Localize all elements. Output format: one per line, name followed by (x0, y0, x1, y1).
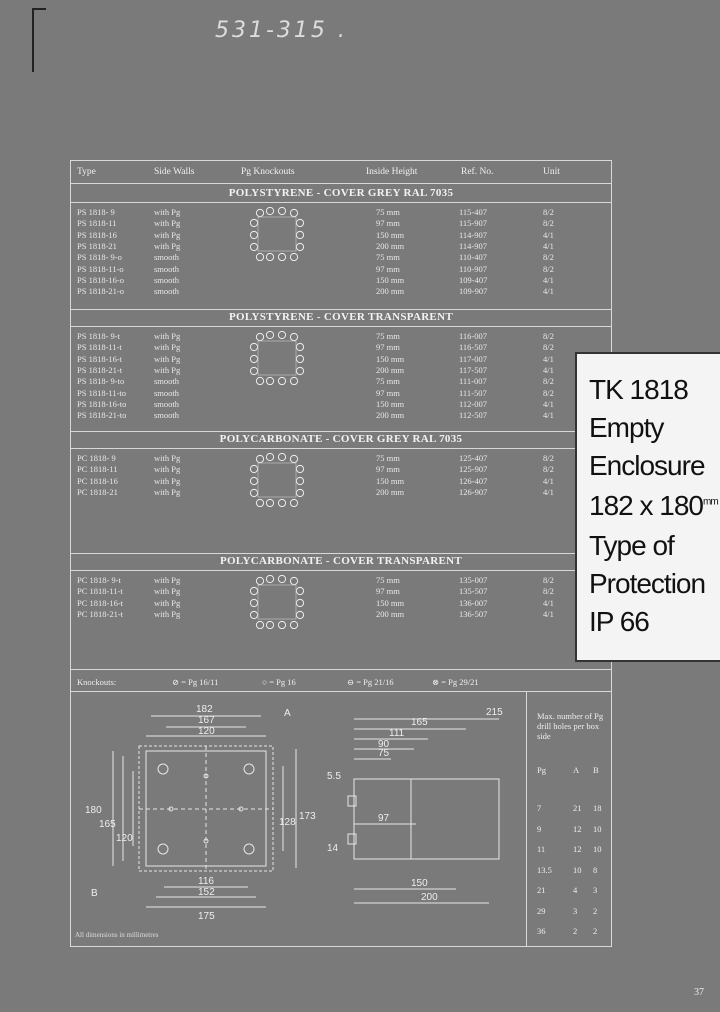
drill-row: 21 4 3 (537, 885, 598, 895)
drill-row: 11 12 10 (537, 844, 602, 854)
divider (71, 570, 611, 571)
cell-ref: 116-007 (459, 331, 488, 341)
cell-height: 75 mm (376, 331, 400, 341)
cell-walls: with Pg (154, 364, 181, 375)
cell-type: PS 1818-21-o (77, 286, 124, 297)
cell-type: PS 1818- 9 (77, 207, 115, 217)
dim-173: 173 (299, 811, 316, 822)
title-line-empty: Empty (589, 412, 664, 443)
table-row (71, 365, 611, 376)
cell-type: PS 1818-16 (77, 229, 117, 240)
product-sheet (70, 160, 612, 947)
enclosure-drawing (71, 691, 526, 946)
knockout-diagram (248, 575, 306, 629)
cell-type: PS 1818-16-to (77, 398, 127, 409)
cell-unit: 4/1 (543, 286, 554, 297)
cell-height: 75 mm (376, 453, 400, 463)
label-b: B (91, 888, 98, 899)
title-line-model: TK 1818 (589, 374, 688, 405)
cell-walls: with Pg (154, 586, 181, 597)
divider (71, 448, 611, 449)
table-row (71, 376, 611, 387)
title-line-protection: Protection (589, 568, 706, 599)
dimension-drawing (71, 691, 526, 946)
cell-ref: 136-507 (459, 608, 488, 619)
corner-mark (32, 8, 46, 72)
cell-height: 97 mm (376, 387, 400, 398)
header-inside-height: Inside Height (366, 167, 418, 177)
cell-height: 200 mm (376, 364, 405, 375)
cell-type: PC 1818-21 (77, 486, 118, 497)
section-title: POLYCARBONATE - COVER GREY RAL 7035 (219, 433, 463, 445)
cell-height: 97 mm (376, 263, 400, 274)
cell-walls: smooth (154, 410, 180, 421)
title-line-size: 182 x $180^{mm}$ (589, 490, 718, 521)
cell-ref: 112-007 (459, 398, 488, 409)
dim-175: 175 (198, 911, 215, 922)
cell-walls: smooth (154, 387, 180, 398)
cell-height: 200 mm (376, 240, 405, 251)
cell-height: 150 mm (376, 597, 405, 608)
dim-97: 97 (378, 813, 390, 824)
cell-walls: with Pg (154, 464, 181, 475)
cell-walls: smooth (154, 398, 180, 409)
divider (71, 553, 611, 554)
knockout-diagram (248, 453, 306, 507)
dim-75: 75 (378, 748, 390, 759)
cell-type: PC 1818-11-t (77, 586, 123, 597)
dim-180: 180 (85, 805, 102, 816)
cell-height: 150 mm (376, 475, 405, 486)
section-title: POLYCARBONATE - COVER TRANSPARENT (219, 555, 463, 567)
header-side-walls: Side Walls (154, 167, 195, 177)
cell-ref: 115-907 (459, 218, 488, 229)
legend-label: Knockouts: (77, 677, 117, 687)
cell-type: PS 1818-21 (77, 240, 117, 251)
cell-unit: 4/1 (543, 353, 554, 364)
side-view-outline (354, 779, 499, 859)
label-a: A (284, 708, 291, 719)
cell-walls: with Pg (154, 218, 181, 229)
dim-128: 128 (279, 817, 296, 828)
dim-120-v: 120 (116, 833, 133, 844)
cell-walls: smooth (154, 286, 180, 297)
divider (71, 309, 611, 310)
divider (71, 326, 611, 327)
table-row (71, 342, 611, 353)
drill-table-header: Pg A B (537, 765, 599, 775)
header-pg-knockouts: Pg Knockouts (241, 167, 295, 177)
dim-5-5: 5.5 (327, 771, 341, 782)
table-row (71, 354, 611, 365)
cell-ref: 109-407 (459, 274, 488, 285)
header-ref-no: Ref. No. (461, 167, 494, 177)
cell-walls: with Pg (154, 342, 181, 353)
legend-pg-29-21: ⊗ = Pg 29/21 (432, 677, 479, 687)
cell-ref: 135-007 (459, 575, 488, 585)
cell-height: 97 mm (376, 218, 400, 229)
cell-ref: 112-507 (459, 410, 488, 421)
cell-type: PC 1818- 9 (77, 453, 116, 463)
section-title: POLYSTYRENE - COVER GREY RAL 7035 (228, 187, 454, 199)
legend-pg-21-16: ⊖ = Pg 21/16 (347, 677, 394, 687)
cell-walls: smooth (154, 274, 180, 285)
cell-unit: 8/2 (543, 387, 554, 398)
drill-row: 29 3 2 (537, 905, 598, 916)
cell-unit: 8/2 (543, 342, 554, 353)
cell-walls: with Pg (154, 486, 181, 497)
divider (71, 669, 611, 670)
cell-walls: with Pg (154, 353, 181, 364)
cell-height: 200 mm (376, 410, 405, 421)
dim-200: 200 (421, 892, 438, 903)
cell-walls: with Pg (154, 575, 181, 585)
cell-ref: 125-407 (459, 453, 488, 463)
divider (71, 183, 611, 184)
cell-type: PC 1818-16-t (77, 597, 124, 608)
table-row (71, 399, 611, 410)
cell-height: 150 mm (376, 398, 405, 409)
cell-unit: 4/1 (543, 475, 554, 486)
legend-pg-16: ○ = Pg 16 (262, 677, 296, 687)
cell-ref: 114-907 (459, 240, 488, 251)
cell-ref: 109-907 (459, 286, 488, 297)
cell-ref: 110-907 (459, 263, 488, 274)
cell-unit: 4/1 (543, 410, 554, 421)
dim-182: 182 (196, 704, 213, 715)
table-row (71, 464, 611, 475)
table-row (71, 286, 611, 297)
handwritten-note: 531-315 . (215, 18, 348, 43)
cell-unit: 8/2 (543, 376, 554, 387)
cell-ref: 136-007 (459, 597, 488, 608)
dim-150: 150 (411, 878, 428, 889)
table-row (71, 609, 611, 620)
drill-row: 7 21 18 (537, 803, 602, 813)
cell-unit: 4/1 (543, 608, 554, 619)
cell-walls: with Pg (154, 597, 181, 608)
cell-type: PS 1818-16-o (77, 274, 124, 285)
cell-ref: 116-507 (459, 342, 488, 353)
cell-ref: 111-507 (459, 387, 487, 398)
cell-ref: 126-407 (459, 475, 488, 486)
cell-type: PS 1818-11-o (77, 263, 124, 274)
table-row (71, 586, 611, 597)
table-row (71, 230, 611, 241)
cell-height: 75 mm (376, 207, 400, 217)
table-row (71, 264, 611, 275)
cell-unit: 8/2 (543, 207, 554, 217)
cell-ref: 125-907 (459, 464, 488, 475)
cell-walls: with Pg (154, 207, 181, 217)
cell-unit: 8/2 (543, 263, 554, 274)
cell-height: 150 mm (376, 274, 405, 285)
cell-type: PS 1818-11-to (77, 387, 127, 398)
page-number: 37 (694, 987, 704, 998)
dim-167: 167 (198, 715, 215, 726)
knockout-diagram (248, 331, 306, 385)
cell-ref: 117-507 (459, 364, 488, 375)
drill-row: 36 2 2 (537, 926, 598, 936)
cell-unit: 4/1 (543, 274, 554, 285)
drill-table-title: Max. number of Pg drill holes per box side (537, 711, 604, 741)
cell-height: 97 mm (376, 342, 400, 353)
cell-unit: 4/1 (543, 240, 554, 251)
table-row (71, 575, 611, 586)
cell-unit: 4/1 (543, 597, 554, 608)
table-row (71, 241, 611, 252)
dim-152: 152 (198, 887, 215, 898)
divider (71, 431, 611, 432)
drill-row: 13.5 10 8 (537, 864, 598, 875)
cell-ref: 111-007 (459, 376, 487, 387)
cell-type: PS 1818- 9-t (77, 331, 120, 341)
cell-ref: 110-407 (459, 252, 488, 263)
cell-height: 150 mm (376, 229, 405, 240)
cell-walls: smooth (154, 376, 180, 387)
cell-type: PS 1818-21-to (77, 410, 127, 421)
title-line-ip66: IP 66 (589, 606, 649, 637)
table-row (71, 218, 611, 229)
cell-height: 75 mm (376, 376, 400, 387)
cell-height: 75 mm (376, 252, 400, 263)
table-row (71, 331, 611, 342)
drill-hole-table (526, 691, 612, 946)
cell-type: PS 1818-16-t (77, 353, 123, 364)
cell-unit: 8/2 (543, 252, 554, 263)
cell-unit: 4/1 (543, 398, 554, 409)
cell-walls: with Pg (154, 453, 181, 463)
cell-walls: with Pg (154, 240, 181, 251)
title-box (575, 352, 720, 662)
cell-unit: 4/1 (543, 229, 554, 240)
legend-pg-16-11: ⊘ = Pg 16/11 (172, 677, 219, 687)
dim-165: 165 (99, 819, 116, 830)
cell-ref: 115-407 (459, 207, 488, 217)
table-row (71, 598, 611, 609)
table-row (71, 453, 611, 464)
table-row (71, 252, 611, 263)
dim-120: 120 (198, 726, 215, 737)
cell-height: 97 mm (376, 586, 400, 597)
header-unit: Unit (543, 167, 560, 177)
cell-unit: 8/2 (543, 453, 554, 463)
cell-ref: 114-907 (459, 229, 488, 240)
table-row (71, 275, 611, 286)
cell-unit: 8/2 (543, 218, 554, 229)
cell-ref: 126-907 (459, 486, 488, 497)
cell-height: 200 mm (376, 486, 405, 497)
dim-90: 90 (378, 739, 390, 750)
cell-height: 200 mm (376, 608, 405, 619)
cell-type: PC 1818-21-t (77, 608, 124, 619)
table-row (71, 476, 611, 487)
cell-type: PC 1818- 9-t (77, 575, 121, 585)
dim-116: 116 (198, 876, 214, 887)
cell-type: PS 1818-21-t (77, 364, 123, 375)
cell-type: PS 1818- 9-o (77, 252, 122, 263)
cell-walls: with Pg (154, 331, 181, 341)
cell-unit: 8/2 (543, 464, 554, 475)
cell-walls: with Pg (154, 229, 181, 240)
cell-ref: 135-507 (459, 586, 488, 597)
divider (71, 202, 611, 203)
table-row (71, 487, 611, 498)
cell-type: PS 1818-11 (77, 218, 117, 229)
table-row (71, 207, 611, 218)
section-title: POLYSTYRENE - COVER TRANSPARENT (229, 311, 453, 323)
header-type: Type (77, 167, 96, 177)
cell-unit: 4/1 (543, 486, 554, 497)
cell-unit: 4/1 (543, 364, 554, 375)
title-line-type-of: Type of (589, 530, 674, 561)
cell-type: PC 1818-11 (77, 464, 118, 475)
cell-walls: smooth (154, 263, 180, 274)
cell-height: 97 mm (376, 464, 400, 475)
cell-height: 200 mm (376, 286, 405, 297)
table-row (71, 410, 611, 421)
title-line-enclosure: Enclosure (589, 450, 705, 481)
cell-type: PS 1818- 9-to (77, 376, 125, 387)
cell-walls: with Pg (154, 475, 181, 486)
cell-type: PC 1818-16 (77, 475, 118, 486)
knockout-diagram (248, 207, 306, 261)
cell-walls: with Pg (154, 608, 181, 619)
dim-111: 111 (389, 728, 405, 739)
dim-14: 14 (327, 843, 339, 854)
cell-walls: smooth (154, 252, 180, 263)
dimensions-note: All dimensions in millimetres (75, 931, 159, 939)
cell-unit: 8/2 (543, 331, 554, 341)
dim-165-side: 165 (411, 717, 428, 728)
table-row (71, 388, 611, 399)
cell-unit: 8/2 (543, 586, 554, 597)
drill-row: 9 12 10 (537, 823, 602, 834)
cell-height: 150 mm (376, 353, 405, 364)
dim-215: 215 (486, 707, 503, 718)
cell-height: 75 mm (376, 575, 400, 585)
cell-type: PS 1818-11-t (77, 342, 122, 353)
cell-unit: 8/2 (543, 575, 554, 585)
cell-ref: 117-007 (459, 353, 488, 364)
